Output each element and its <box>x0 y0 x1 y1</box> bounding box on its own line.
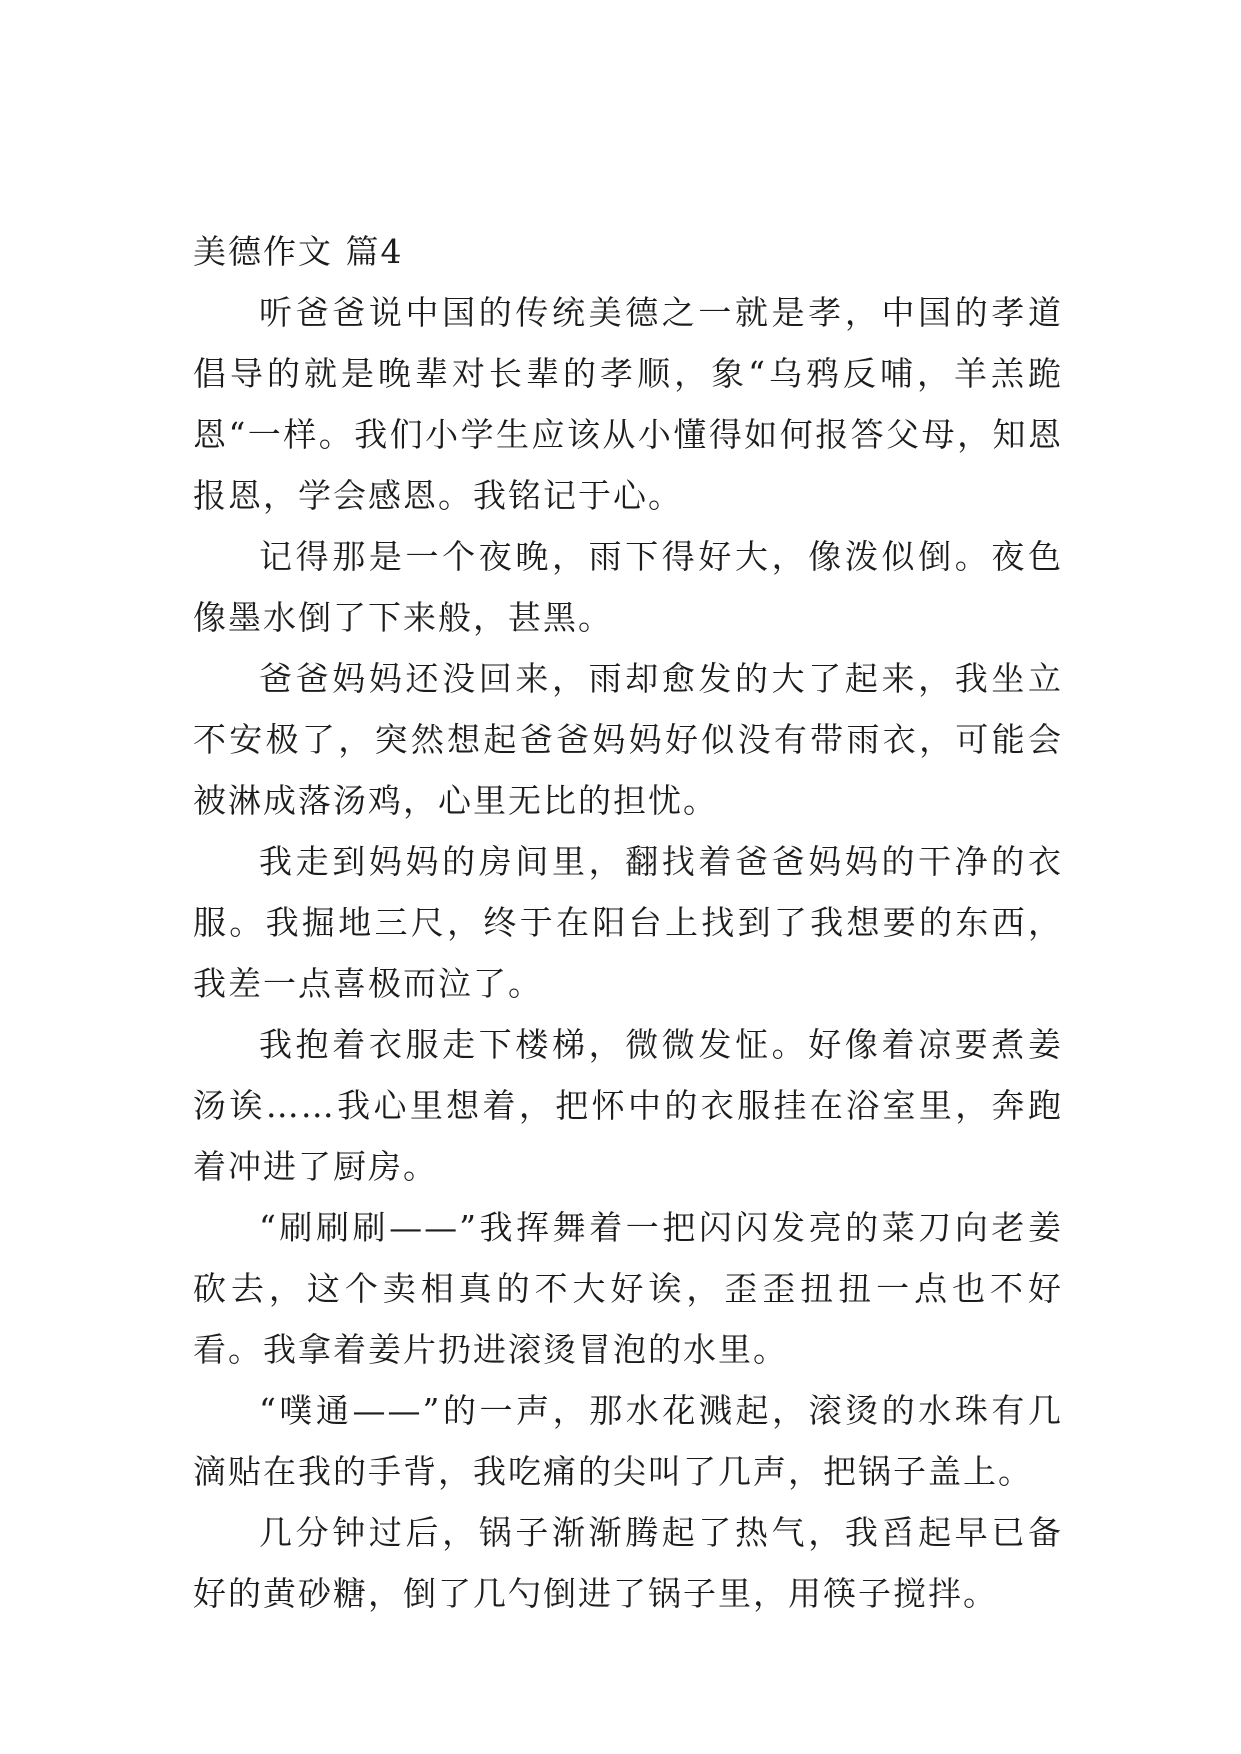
essay-paragraph-6: “刷刷刷——”我挥舞着一把闪闪发亮的菜刀向老姜砍去，这个卖相真的不大好诶，歪歪扭扭一点也不好看。我拿着姜片扔进滚烫冒泡的水里。 <box>193 1208 1063 1369</box>
essay-paragraph-7: “噗通——”的一声，那水花溅起，滚烫的水珠有几滴贴在我的手背，我吃痛的尖叫了几声，把锅子盖上。 <box>193 1391 1063 1491</box>
essay-body <box>193 221 1063 1624</box>
essay-title: 美德作文 篇4 <box>193 232 404 271</box>
essay-paragraph-5: 我抱着衣服走下楼梯，微微发怔。好像着凉要煮姜汤诶……我心里想着，把怀中的衣服挂在浴室里，奔跑着冲进了厨房。 <box>193 1025 1063 1186</box>
essay-paragraph-3: 爸爸妈妈还没回来，雨却愈发的大了起来，我坐立不安极了，突然想起爸爸妈妈好似没有带雨衣，可能会被淋成落汤鸡，心里无比的担忧。 <box>193 659 1063 820</box>
essay-paragraph-1: 听爸爸说中国的传统美德之一就是孝，中国的孝道倡导的就是晚辈对长辈的孝顺，象“乌鸦反哺，羊羔跪恩“一样。我们小学生应该从小懂得如何报答父母，知恩报恩，学会感恩。我铭记于心。 <box>193 293 1063 515</box>
essay-paragraph-8: 几分钟过后，锅子渐渐腾起了热气，我舀起早已备好的黄砂糖，倒了几勺倒进了锅子里，用筷子搅拌。 <box>193 1513 1063 1613</box>
essay-paragraph-4: 我走到妈妈的房间里，翻找着爸爸妈妈的干净的衣服。我掘地三尺，终于在阳台上找到了我想要的东西，我差一点喜极而泣了。 <box>193 842 1063 1003</box>
essay-paragraph-2: 记得那是一个夜晚，雨下得好大，像泼似倒。夜色像墨水倒了下来般，甚黑。 <box>193 537 1063 637</box>
